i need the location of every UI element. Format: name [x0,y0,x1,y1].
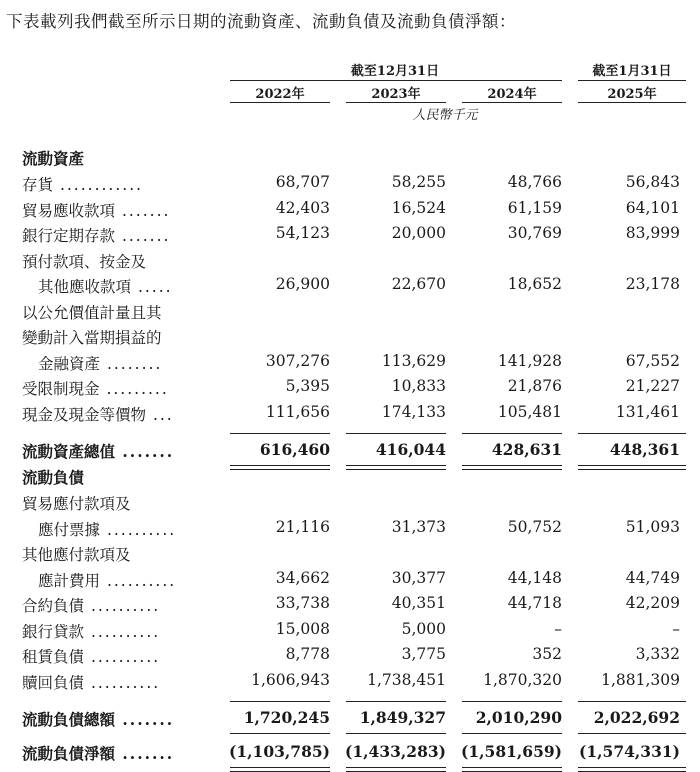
asset-total-double-rule-2 [462,465,562,470]
year-2023: 2023年 [371,87,421,102]
intro-text: 下表載列我們截至所示日期的流動資產、流動負債及流動負債淨額： [6,12,516,31]
asset-row-2-leader: ....... [115,227,171,245]
liability-row-4-value-0: 8,778 [285,645,330,663]
liability-row-1-leader: .......... [100,571,177,590]
asset-row-1-value-2: 61,159 [507,198,562,217]
asset-total-top-rule-2 [462,433,562,434]
liability-row-2-value-3: 42,209 [625,594,680,612]
asset-row-4-value-1: 113,629 [381,351,446,370]
liability-row-2 [22,594,160,616]
liability-total-bottom-rule-3 [578,733,686,734]
liability-row-0-line-0-text: 貿易應付款項及 [22,495,131,513]
asset-row-4-line-1-text: 變動計入當期損益的 [22,329,162,347]
year-rule-2024 [462,102,562,103]
asset-total-top-rule-3 [578,433,686,434]
group-rule-dec31 [230,80,562,81]
asset-row-0-leader: ............ [53,176,144,194]
liability-row-2-text: 合約負債 [22,597,85,615]
asset-row-4-value-2: 141,928 [497,351,562,370]
liability-total-value-0: 1,720,245 [243,708,330,727]
year-2025: 2025年 [607,87,657,102]
asset-row-4 [38,352,162,374]
asset-row-2-value-1: 20,000 [391,224,446,242]
liability-row-1-line-0 [22,543,131,565]
group-header-dec31: 截至12月31日 [350,64,440,79]
liability-row-0-value-0: 21,116 [275,517,330,536]
asset-row-5 [22,377,169,399]
liability-row-4-value-3: 3,332 [635,645,680,663]
net-double-rule-1 [346,767,446,772]
asset-total-value-2: 428,631 [491,440,562,459]
asset-row-5-leader: ......... [99,380,169,398]
liability-row-4-value-1: 3,775 [401,645,446,663]
liability-row-5-value-0: 1,606,943 [251,670,330,689]
liability-row-0-line-0 [22,492,131,514]
liability-row-2-value-0: 33,738 [275,594,330,612]
net-liabilities-value-3: (1,574,331) [579,742,680,761]
asset-total-top-rule-0 [230,433,330,434]
liability-total-top-rule-3 [578,701,686,702]
liability-row-1-value-0: 34,662 [275,568,330,587]
liability-row-2-value-1: 40,351 [391,594,446,612]
asset-row-5-value-1: 10,833 [391,377,446,395]
liability-row-3-value-2: – [554,619,562,638]
asset-row-0-text: 存貨 [22,176,54,194]
unit-label: 人民幣千元 [412,108,478,123]
liability-row-0-value-3: 51,093 [625,517,680,536]
liability-row-5-leader: .......... [84,673,161,692]
liability-row-3-value-3: – [672,619,680,638]
asset-row-2-value-3: 83,999 [625,224,680,242]
asset-row-4-leader: ........ [100,354,163,373]
asset-row-4-value-3: 67,552 [625,351,680,370]
liability-total-top-rule-1 [346,701,446,702]
liability-total-bottom-rule-1 [346,733,446,734]
liability-total-bottom-rule-2 [462,733,562,734]
liability-row-4 [22,645,160,667]
asset-row-4-text: 金融資產 [38,354,101,373]
asset-row-1-leader: ....... [115,201,171,220]
liability-row-4-leader: .......... [84,648,161,666]
year-2022: 2022年 [255,87,305,102]
liability-total-text: 流動負債總額 [22,710,116,729]
net-liabilities-value-2: (1,581,659) [461,742,562,761]
asset-total [22,440,174,462]
liability-row-1-value-3: 44,749 [625,568,680,587]
year-rule-2025 [578,102,686,103]
liability-row-2-value-2: 44,718 [507,594,562,612]
year-rule-2023 [346,102,446,103]
asset-row-5-value-2: 21,876 [507,377,562,395]
asset-row-0-value-1: 58,255 [391,173,446,191]
liability-row-0-value-2: 50,752 [507,517,562,536]
asset-total-double-rule-1 [346,465,446,470]
asset-total-text: 流動資產總值 [22,442,116,461]
net-liabilities-text: 流動負債淨額 [22,744,116,763]
asset-row-3-line-0-text: 預付款項、按金及 [22,252,147,271]
asset-row-5-text: 受限制現金 [22,380,100,398]
liability-row-3-value-1: 5,000 [401,619,446,638]
net-liabilities-value-1: (1,433,283) [345,742,446,761]
net-liabilities-value-0: (1,103,785) [229,742,330,761]
asset-row-6-text: 現金及現金等價物 [22,405,147,424]
liability-row-1-value-2: 44,148 [507,568,562,587]
asset-row-3-text: 其他應收款項 [38,278,132,296]
asset-row-6-value-3: 131,461 [615,402,680,421]
liability-row-3-value-0: 15,008 [275,619,330,638]
liability-row-0-value-1: 31,373 [391,517,446,536]
asset-row-5-value-0: 5,395 [285,377,330,395]
asset-row-1-value-3: 64,101 [625,198,680,217]
asset-row-6 [22,403,174,425]
liability-row-4-value-2: 352 [532,645,562,663]
net-double-rule-0 [230,767,330,772]
net-liabilities [22,742,174,764]
asset-row-0 [22,173,143,195]
asset-total-top-rule-1 [346,433,446,434]
liability-row-5 [22,671,160,693]
net-double-rule-3 [578,767,686,772]
liability-total-leader: ....... [115,710,175,729]
asset-total-value-1: 416,044 [375,440,446,459]
year-rule-2022 [230,102,330,103]
asset-row-3-line-0 [22,250,146,272]
asset-row-6-leader: ... [146,405,174,424]
asset-row-4-line-0-text: 以公允價值計量且其 [22,303,162,322]
asset-row-2-text: 銀行定期存款 [22,227,116,245]
liability-row-1-value-1: 30,377 [391,568,446,587]
asset-row-5-value-3: 21,227 [625,377,680,395]
asset-row-4-line-1 [22,326,162,348]
asset-row-2 [22,224,170,246]
liability-row-1 [38,569,176,591]
liability-total-bottom-rule-0 [230,733,330,734]
asset-row-3 [38,275,173,297]
net-liabilities-leader: ....... [115,744,175,763]
section-current-liabilities: 流動負債 [22,468,85,487]
liability-total-top-rule-2 [462,701,562,702]
asset-total-double-rule-0 [230,465,330,470]
section-current-assets: 流動資產 [22,149,85,168]
liability-row-5-value-1: 1,738,451 [367,670,446,689]
asset-row-6-value-2: 105,481 [497,402,562,421]
group-header-jan31: 截至1月31日 [592,64,672,79]
liability-row-4-text: 租賃負債 [22,648,85,666]
asset-row-4-value-0: 307,276 [265,351,330,370]
liability-row-1-text: 應計費用 [38,571,101,590]
liability-total [22,708,174,730]
asset-row-3-leader: ..... [131,278,173,296]
liability-row-1-line-0-text: 其他應付款項及 [22,546,131,564]
asset-row-1-value-1: 16,524 [391,198,446,217]
asset-total-leader: ....... [115,442,175,461]
liability-total-value-3: 2,022,692 [593,708,680,727]
asset-row-2-value-0: 54,123 [275,224,330,242]
liability-row-0-text: 應付票據 [38,520,101,539]
liability-row-0 [38,518,176,540]
asset-row-3-value-2: 18,652 [507,275,562,293]
asset-row-6-value-0: 111,656 [265,402,330,421]
asset-row-3-value-0: 26,900 [275,275,330,293]
liability-row-5-value-3: 1,881,309 [601,670,680,689]
asset-row-0-value-3: 56,843 [625,173,680,191]
asset-row-1-text: 貿易應收款項 [22,201,116,220]
asset-row-6-value-1: 174,133 [381,402,446,421]
liability-row-3-leader: .......... [84,622,161,641]
year-2024: 2024年 [487,87,537,102]
liability-total-top-rule-0 [230,701,330,702]
asset-row-0-value-2: 48,766 [507,173,562,191]
liability-row-5-value-2: 1,870,320 [483,670,562,689]
liability-row-3 [22,620,160,642]
liability-row-5-text: 贖回負債 [22,673,85,692]
liability-total-value-1: 1,849,327 [359,708,446,727]
asset-row-1 [22,199,170,221]
asset-total-value-0: 616,460 [259,440,330,459]
liability-row-3-text: 銀行貸款 [22,622,85,641]
liability-row-0-leader: .......... [100,520,177,539]
liability-total-value-2: 2,010,290 [475,708,562,727]
asset-row-0-value-0: 68,707 [275,173,330,191]
asset-row-4-line-0 [22,301,162,323]
asset-total-double-rule-3 [578,465,686,470]
asset-row-3-value-1: 22,670 [391,275,446,293]
group-rule-jan31 [578,80,686,81]
asset-row-3-value-3: 23,178 [625,275,680,293]
asset-row-2-value-2: 30,769 [507,224,562,242]
liability-row-2-leader: .......... [84,597,161,615]
net-double-rule-2 [462,767,562,772]
asset-total-value-3: 448,361 [609,440,680,459]
asset-row-1-value-0: 42,403 [275,198,330,217]
